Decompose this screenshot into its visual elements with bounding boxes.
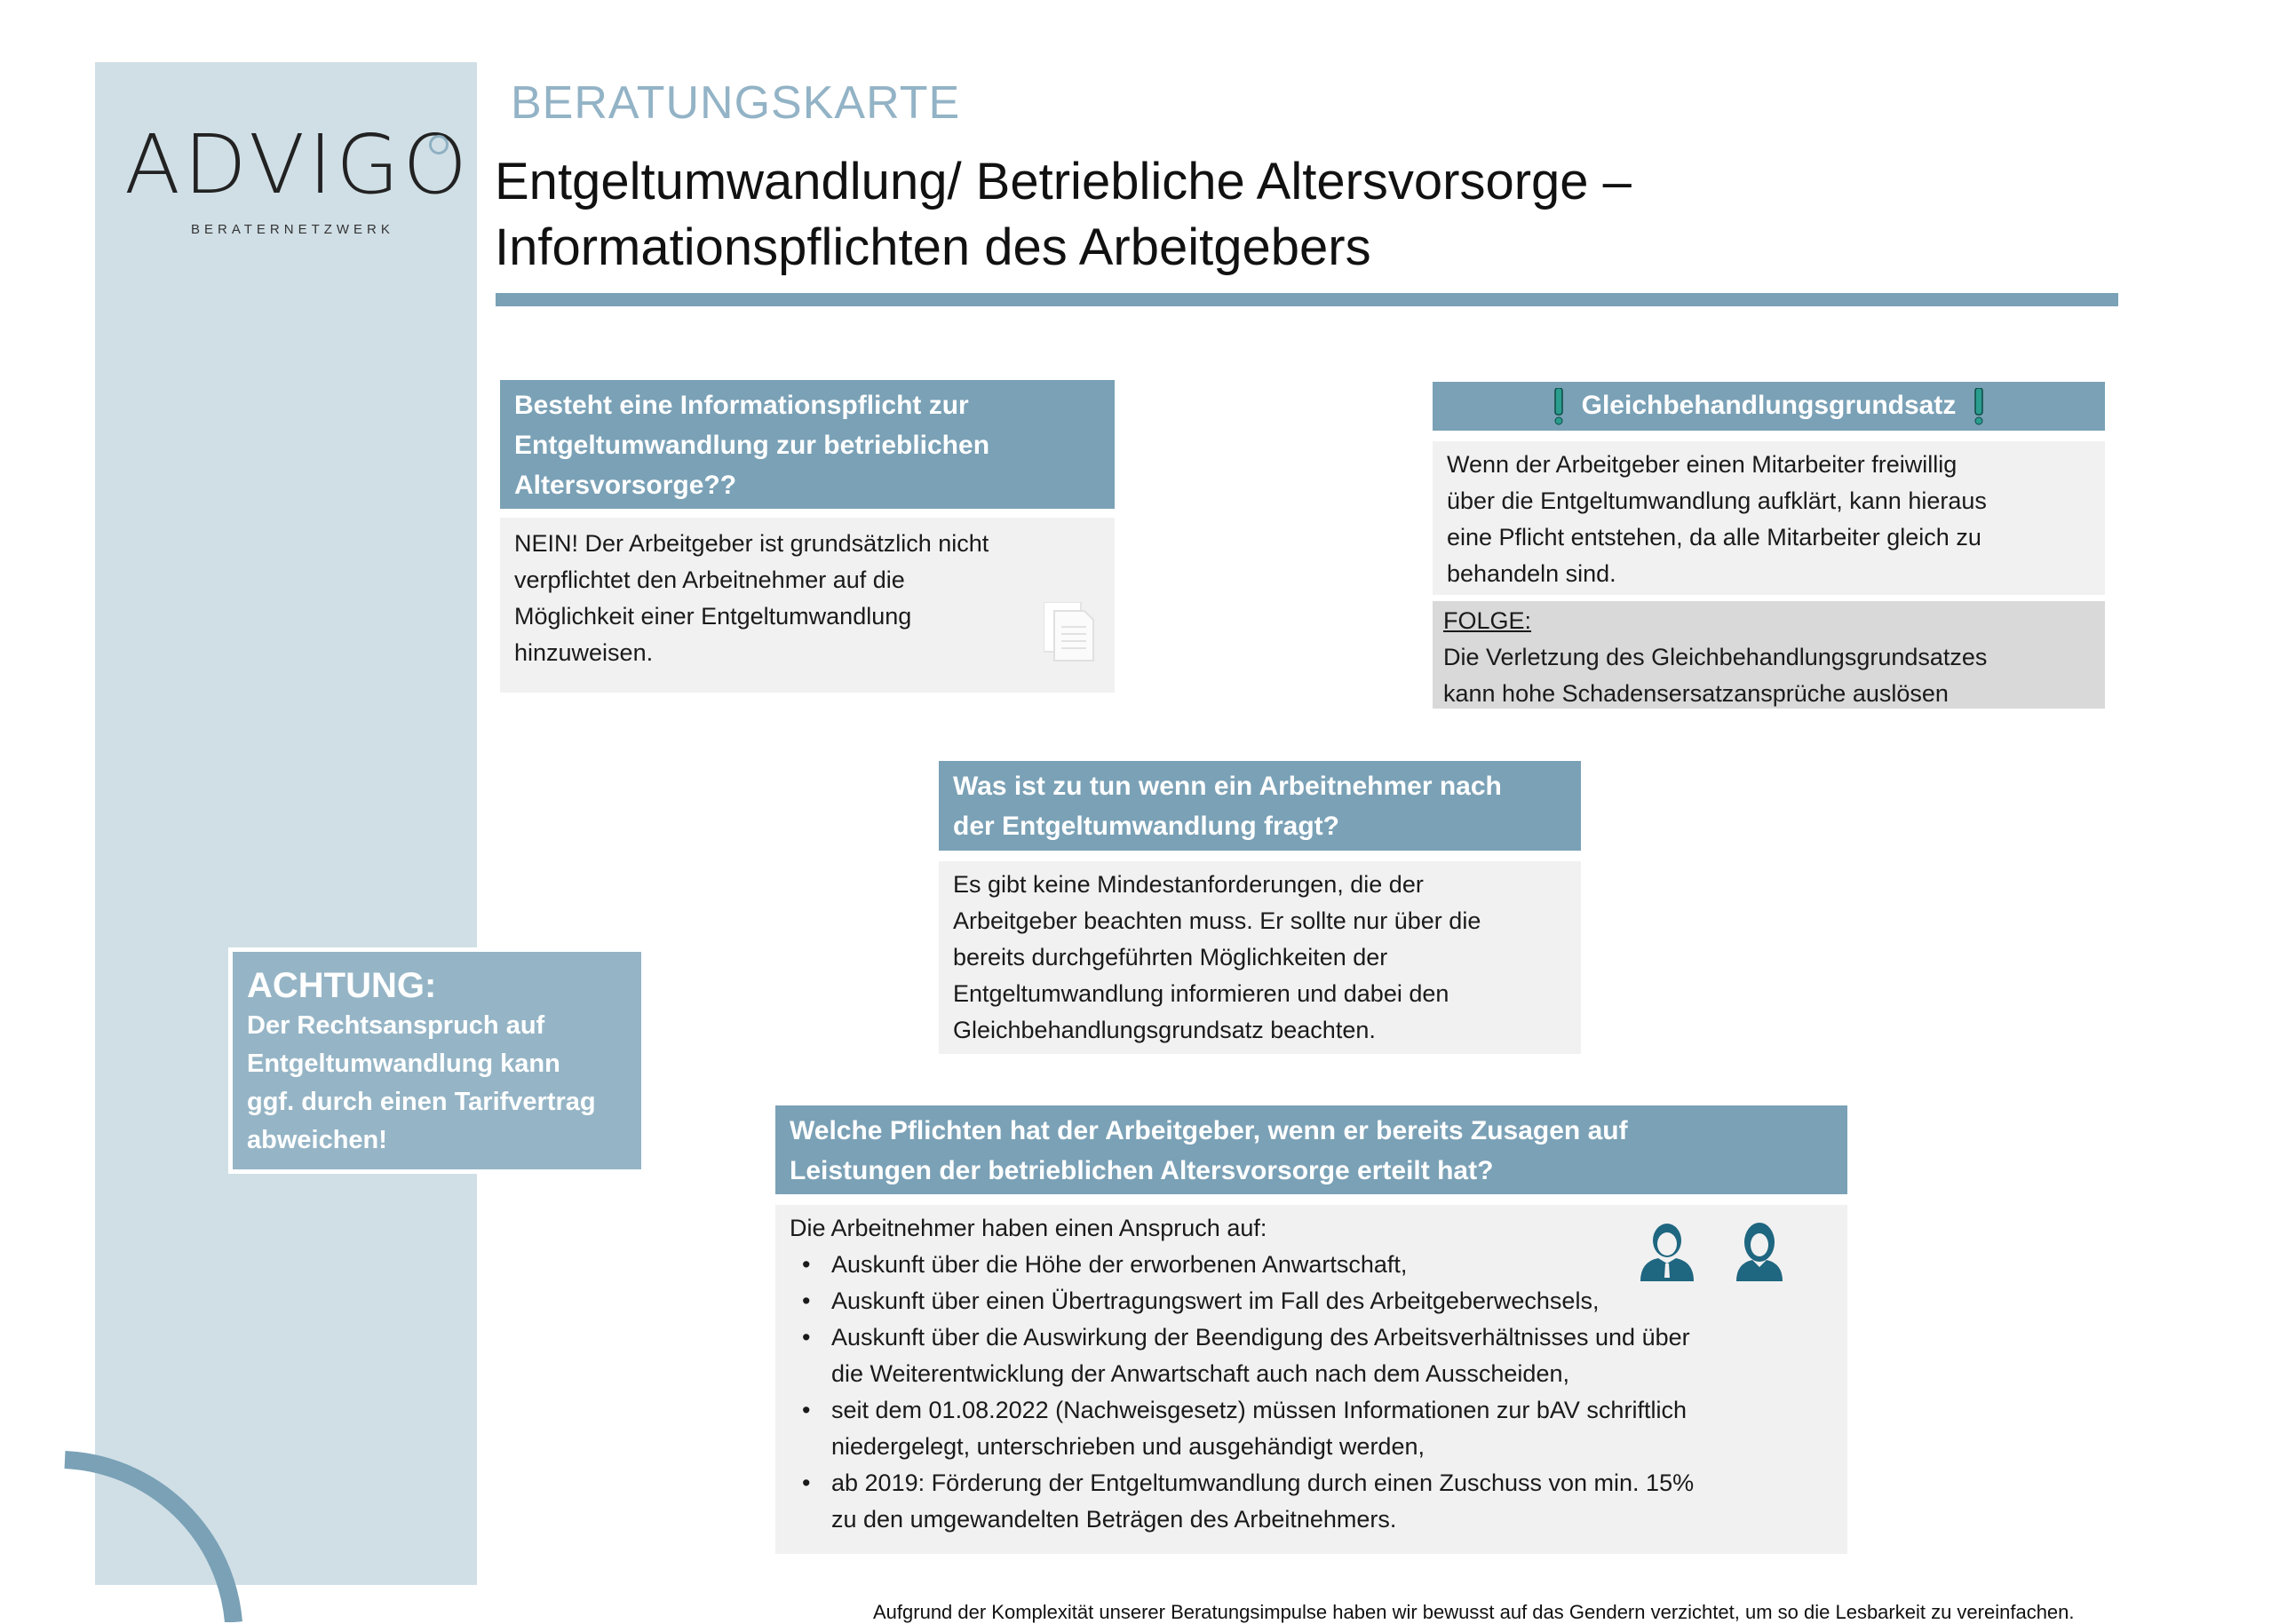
body-line: Wenn der Arbeitgeber einen Mitarbeiter freiwillig bbox=[1447, 451, 1958, 478]
footer-note: Aufgrund der Komplexität unserer Beratungsimpulse haben wir bewusst auf das Gendern verzichtet, um so die Lesbarkeit zu vereinfachen. bbox=[873, 1601, 2075, 1623]
header-line: Entgeltumwandlung zur betrieblichen bbox=[514, 431, 990, 460]
body-line: NEIN! Der Arbeitgeber ist grundsätzlich nicht bbox=[514, 530, 989, 557]
body-line: kann hohe Schadensersatzansprüche auslösen bbox=[1443, 680, 1949, 707]
item-line: Auskunft über die Höhe der erworbenen Anwartschaft, bbox=[831, 1251, 1408, 1278]
exclamation-icon bbox=[1973, 388, 1984, 425]
page-title bbox=[495, 149, 1632, 281]
box1-body bbox=[500, 518, 1115, 693]
list-item bbox=[790, 1465, 1833, 1538]
title-underline-bar bbox=[496, 293, 2118, 306]
bullet: • bbox=[802, 1287, 811, 1314]
list-item bbox=[790, 1319, 1833, 1392]
decorative-arc bbox=[0, 1421, 266, 1622]
box3-header bbox=[939, 761, 1581, 851]
warning-line: ggf. durch einen Tarifvertrag bbox=[247, 1088, 596, 1116]
header-line: der Entgeltumwandlung fragt? bbox=[953, 812, 1339, 841]
item-line: zu den umgewandelten Beträgen des Arbeitnehmers. bbox=[831, 1506, 1397, 1533]
list-intro: Die Arbeitnehmer haben einen Anspruch auf: bbox=[790, 1215, 1267, 1241]
title-line: Informationspflichten des Arbeitgebers bbox=[495, 218, 1371, 276]
body-line: Entgeltumwandlung informieren und dabei den bbox=[953, 980, 1449, 1007]
body-line: behandeln sind. bbox=[1447, 560, 1616, 587]
advigo-logo bbox=[124, 117, 471, 237]
logo-subtitle: BERATERNETZWERK bbox=[191, 222, 394, 237]
body-line: Möglichkeit einer Entgeltumwandlung bbox=[514, 603, 912, 630]
kicker-label: BERATUNGSKARTE bbox=[511, 77, 961, 129]
box4-header bbox=[775, 1105, 1847, 1194]
title-line: Entgeltumwandlung/ Betriebliche Altersvorsorge – bbox=[495, 153, 1632, 210]
consequence-label: FOLGE: bbox=[1443, 607, 1532, 634]
body-line: über die Entgeltumwandlung aufklärt, kann hieraus bbox=[1447, 487, 1987, 514]
exclamation-icon bbox=[1553, 388, 1564, 425]
body-line: Arbeitgeber beachten muss. Er sollte nur über die bbox=[953, 907, 1481, 934]
box2-header bbox=[1433, 382, 2105, 431]
warning-line: Entgeltumwandlung kann bbox=[247, 1050, 560, 1078]
bullet: • bbox=[802, 1324, 811, 1351]
header-line: Altersvorsorge?? bbox=[514, 471, 737, 500]
box2-consequence bbox=[1433, 601, 2105, 709]
item-line: die Weiterentwicklung der Anwartschaft auch nach dem Ausscheiden, bbox=[831, 1360, 1569, 1387]
male-person-icon bbox=[1640, 1224, 1694, 1281]
box2-body bbox=[1433, 441, 2105, 595]
body-line: hinzuweisen. bbox=[514, 639, 654, 666]
item-line: seit dem 01.08.2022 (Nachweisgesetz) müssen Informationen zur bAV schriftlich bbox=[831, 1397, 1687, 1423]
item-line: Auskunft über die Auswirkung der Beendigung des Arbeitsverhältnisses und über bbox=[831, 1324, 1690, 1351]
header-line: Leistungen der betrieblichen Altersvorsorge erteilt hat? bbox=[790, 1156, 1494, 1185]
header-line: Welche Pflichten hat der Arbeitgeber, wenn er bereits Zusagen auf bbox=[790, 1116, 1628, 1145]
body-line: eine Pflicht entstehen, da alle Mitarbeiter gleich zu bbox=[1447, 524, 1981, 551]
body-line: Die Verletzung des Gleichbehandlungsgrundsatzes bbox=[1443, 644, 1988, 670]
item-line: niedergelegt, unterschrieben und ausgehändigt werden, bbox=[831, 1433, 1425, 1460]
bullet: • bbox=[802, 1470, 811, 1496]
bullet: • bbox=[802, 1251, 811, 1278]
logo-word: ADVIGO bbox=[124, 117, 471, 212]
left-panel bbox=[95, 62, 477, 1585]
warning-title: ACHTUNG: bbox=[247, 966, 437, 1005]
female-person-icon bbox=[1736, 1223, 1783, 1281]
box3-body bbox=[939, 861, 1581, 1054]
bullet: • bbox=[802, 1397, 811, 1423]
header-line: Besteht eine Informationspflicht zur bbox=[514, 391, 969, 420]
box1-header bbox=[500, 380, 1115, 509]
warning-line: Der Rechtsanspruch auf bbox=[247, 1011, 545, 1040]
document-icon bbox=[1044, 602, 1097, 662]
warning-line: abweichen! bbox=[247, 1126, 387, 1154]
persons-icon bbox=[1639, 1221, 1799, 1283]
body-line: verpflichtet den Arbeitnehmer auf die bbox=[514, 566, 905, 593]
list-item bbox=[790, 1283, 1833, 1319]
warning-callout bbox=[228, 947, 646, 1174]
body-line: Gleichbehandlungsgrundsatz beachten. bbox=[953, 1017, 1376, 1043]
list-item bbox=[790, 1392, 1833, 1465]
body-line: Es gibt keine Mindestanforderungen, die der bbox=[953, 871, 1424, 898]
header-text: Gleichbehandlungsgrundsatz bbox=[1581, 391, 1957, 420]
item-line: Auskunft über einen Übertragungswert im Fall des Arbeitgeberwechsels, bbox=[831, 1287, 1600, 1314]
header-line: Was ist zu tun wenn ein Arbeitnehmer nach bbox=[953, 772, 1502, 801]
body-line: bereits durchgeführten Möglichkeiten der bbox=[953, 944, 1388, 970]
item-line: ab 2019: Förderung der Entgeltumwandlung durch einen Zuschuss von min. 15% bbox=[831, 1470, 1695, 1496]
logo-dot-icon bbox=[429, 135, 449, 154]
